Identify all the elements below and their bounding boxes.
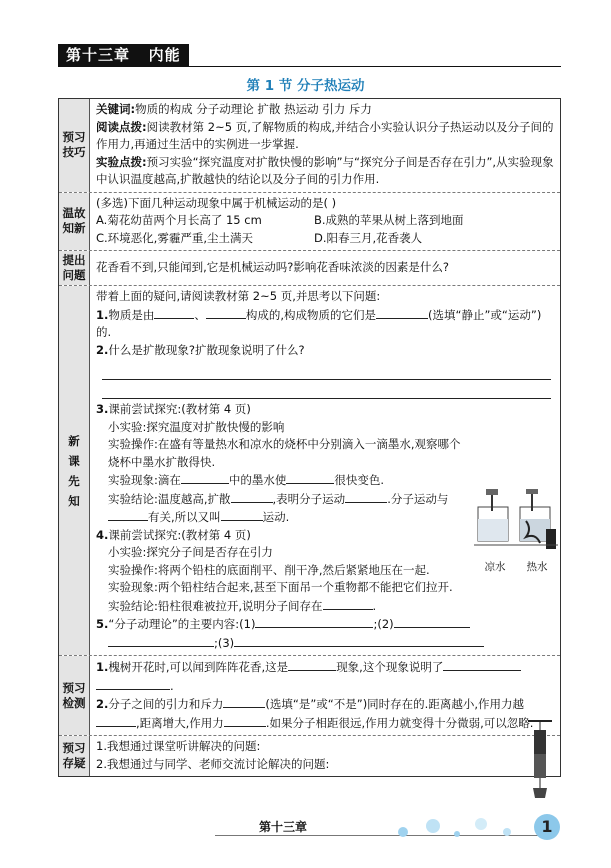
footer-chapter: 第十三章 <box>259 820 308 834</box>
operation-text: 实验操作:将两个铅柱的底面削平、削干净,然后紧紧地压在一起. <box>108 562 430 577</box>
beakers-illustration <box>474 489 558 573</box>
operation-text: 实验操作:在盛有等量热水和凉水的烧杯中分别滴入一滴墨水,观察哪个烧杯中墨水扩散得快. <box>108 437 461 469</box>
row-content: 1.槐树开花时,可以闻到阵阵花香,这是 现象,这个现象说明了 . 2.分子之间的引力和斥力 (选填“是”或“不是”)同时存在的.距离越小,作用力越,距离增大,作用力 .如果分子相距很远,作用力就变得十分微弱,可以忽略. <box>96 660 534 730</box>
answer-blank[interactable] <box>376 306 428 319</box>
answer-blank[interactable] <box>286 471 334 484</box>
chapter-heading: 第十三章 内能 <box>58 44 189 66</box>
answer-blank[interactable] <box>223 695 265 708</box>
answer-blank[interactable] <box>181 471 229 484</box>
row-content <box>90 193 560 251</box>
reading-tip-text: 阅读教材第 2~5 页,了解物质的构成,并结合小实验认识分子热运动以及分子间的作用力,再通过生活中的实例进一步掌握. <box>96 119 554 151</box>
row-new-lesson <box>59 285 560 655</box>
answer-blank[interactable] <box>154 306 194 319</box>
row-label: 新课先知 <box>59 286 90 655</box>
answer-blank[interactable] <box>108 634 214 647</box>
row-content: 带着上面的疑问,请阅读教材第 2~5 页,并思考以下问题: 1.物质是由 、 构成的,构成物质的它们是 (选填“静止”或“运动”)的. 2.什么是扩散现象?扩散现象说明了什么? 3.课前尝试探究:(教材第 4 页) 小实验:探究温度对扩散快慢的影响 实验操作:在盛有等量热水和凉水的烧杯中分别滴入一滴墨水,观察哪个烧杯中墨水扩散得快. 实验现象:滴在 中的墨水使 很快变色. 实验结论:温度越高,扩散 ,表明分子运动 .分子运动与有关,所以又叫 运动. 凉水 热水 4.课前尝试探究:(教材第 4 页) 小实验:探究分子间是否存在引力 实验操作:将两个铅柱的底面削平、削干净,然后紧紧地压在一起. 实验现象:两个铅柱结合起来,甚至下面吊一个重物都不能把它们拉开. 实验结论:铅柱很难被拉开,说明分子间存在 . 5.“分子动理论”的主要内容:(1) ;(2) ;(3) <box>90 286 560 655</box>
experiment-tip-text: 预习实验“探究温度对扩散快慢的影响”与“探究分子间是否存在引力”,从实验现象中认识温度越高,扩散越快的结论以及分子间的引力作用. <box>96 154 554 186</box>
answer-blank[interactable] <box>206 306 246 319</box>
row-preview-check <box>59 655 560 735</box>
row-raise-question <box>59 250 560 285</box>
doubt-line-2: 2.我想通过与同学、老师交流讨论解决的问题: <box>96 756 330 771</box>
answer-blank[interactable] <box>96 677 170 690</box>
answer-blank[interactable] <box>288 658 336 671</box>
answer-blank[interactable] <box>443 658 521 671</box>
answer-blank[interactable] <box>231 490 273 503</box>
phenomenon-text: 实验现象:两个铅柱结合起来,甚至下面吊一个重物都不能把它们拉开. <box>108 580 453 594</box>
option-b: B.成熟的苹果从树上落到地面 <box>314 213 464 227</box>
option-c: C.环境恶化,雾霾严重,尘土满天 <box>96 230 253 245</box>
worksheet-table <box>58 98 561 777</box>
answer-blank[interactable] <box>234 634 484 647</box>
answer-line[interactable] <box>102 363 551 380</box>
row-label: 预习检测 <box>59 656 90 735</box>
mini-experiment-1: 小实验:探究温度对扩散快慢的影响 <box>108 419 285 434</box>
footer-decoration <box>395 812 535 842</box>
intro-text: 带着上面的疑问,请阅读教材第 2~5 页,并思考以下问题: <box>96 289 381 303</box>
row-preview-tips <box>59 99 560 192</box>
option-d: D.阳春三月,花香袭人 <box>314 230 423 245</box>
answer-line[interactable] <box>102 382 551 399</box>
answer-blank[interactable] <box>394 615 470 628</box>
row-review <box>59 192 560 251</box>
page-number: 1 <box>534 814 560 840</box>
review-question: (多选)下面几种运动现象中属于机械运动的是( ) <box>96 195 337 210</box>
raise-question-text: 花香看不到,只能闻到,它是机械运动吗?影响花香味浓淡的因素是什么? <box>96 260 450 275</box>
doubt-line-1: 1.我想通过课堂听讲解决的问题: <box>96 739 261 753</box>
answer-blank[interactable] <box>255 615 373 628</box>
lead-cylinder-illustration <box>522 718 558 802</box>
row-label: 提出问题 <box>59 251 90 285</box>
answer-blank[interactable] <box>108 508 148 521</box>
row-content: 关键词:物质的构成 分子动理论 扩散 热运动 引力 斥力 阅读点拨:阅读教材第 2~5 页,了解物质的构成,并结合小实验认识分子热运动以及分子间的作用力,再通过生活中的实例进一步掌握. 实验点拨:预习实验“探究温度对扩散快慢的影响”与“探究分子间是否存在引力”,从实验现象中认识温度越高,扩散越快的结论以及分子间的引力作用. <box>96 102 554 186</box>
question-2: 什么是扩散现象?扩散现象说明了什么? <box>108 342 305 357</box>
cold-water-caption: 凉水 <box>484 560 506 573</box>
answer-blank[interactable] <box>323 597 373 610</box>
keywords-text: 物质的构成 分子动理论 扩散 热运动 引力 斥力 <box>135 102 372 116</box>
answer-blank[interactable] <box>96 714 136 727</box>
answer-blank[interactable] <box>224 714 266 727</box>
row-label: 预习技巧 <box>59 99 90 192</box>
row-label: 温故知新 <box>59 193 90 251</box>
row-label: 预习存疑 <box>59 736 90 776</box>
section-title: 第 1 节 分子热运动 <box>246 78 365 94</box>
row-content <box>90 736 560 776</box>
option-a: A.菊花幼苗两个月长高了 15 cm <box>96 213 262 227</box>
answer-blank[interactable] <box>221 508 263 521</box>
heading-rule <box>58 66 561 67</box>
row-preview-doubts <box>59 735 560 776</box>
mini-experiment-2: 小实验:探究分子间是否存在引力 <box>108 545 273 559</box>
row-content <box>90 251 560 285</box>
hot-water-caption: 热水 <box>526 560 548 573</box>
answer-blank[interactable] <box>345 490 387 503</box>
